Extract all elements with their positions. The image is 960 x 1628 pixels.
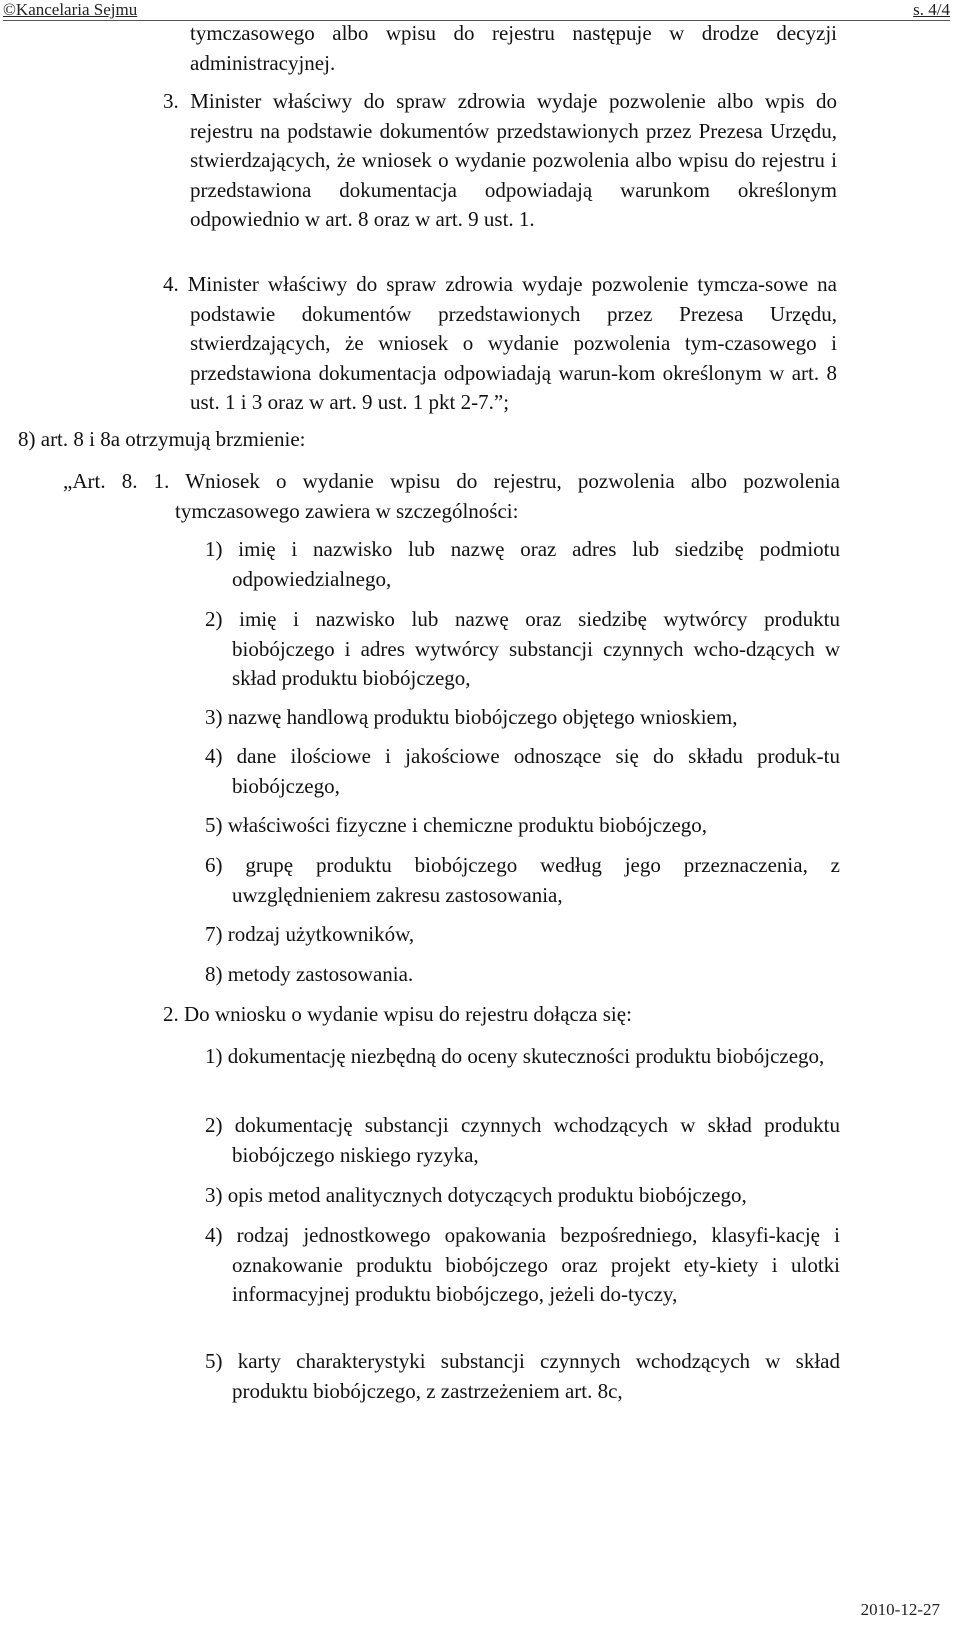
ust-2-paragraph: 2. Do wniosku o wydanie wpisu do rejestru dołącza się: [163, 1002, 632, 1026]
list-item: 1) dokumentację niezbędną do oceny skuteczności produktu biobójczego, [205, 1044, 825, 1068]
list-item: 1) imię i nazwisko lub nazwę oraz adres lub siedzibę podmiotu odpowiedzialnego, [205, 537, 840, 591]
point-8-heading: 8) art. 8 i 8a otrzymują brzmienie: [18, 427, 306, 451]
list-item: 3) nazwę handlową produktu biobójczego objętego wnioskiem, [205, 705, 738, 729]
document-date: 2010-12-27 [860, 1600, 940, 1619]
list-item: 5) karty charakterystyki substancji czynnych wchodzących w skład produktu biobójczego, z zastrzeżeniem art. 8c, [205, 1349, 840, 1403]
page-number: s. 4/4 [913, 0, 950, 19]
list-item: 8) metody zastosowania. [205, 962, 414, 986]
list-item: 5) właściwości fizyczne i chemiczne produktu biobójczego, [205, 813, 708, 837]
list-item: 4) rodzaj jednostkowego opakowania bezpośredniego, klasyfi-kację i oznakowanie produktu biobójczego oraz projekt ety-kiety i ulotki informacyjnej produktu biobójczego, jeżeli do-tyczy, [205, 1223, 840, 1306]
list-item: 2) dokumentację substancji czynnych wchodzących w skład produktu biobójczego niskiego ryzyka, [205, 1113, 840, 1167]
list-item: 2) imię i nazwisko lub nazwę oraz siedzibę wytwórcy produktu biobójczego i adres wytwórcy substancji czynnych wcho-dzących w skład produktu biobójczego, [205, 607, 840, 690]
list-item: 4) dane ilościowe i jakościowe odnoszące się do składu produk-tu biobójczego, [205, 744, 840, 798]
list-item: 7) rodzaj użytkowników, [205, 922, 415, 946]
art-8-ust-1-paragraph: „Art. 8. 1. Wniosek o wydanie wpisu do rejestru, pozwolenia albo pozwolenia tymczasowego zawiera w szczególności: [63, 469, 840, 523]
header-source: ©Kancelaria Sejmu [3, 0, 138, 19]
ust-3-paragraph: 3. Minister właściwy do spraw zdrowia wydaje pozwolenie albo wpis do rejestru na podstawie dokumentów przedstawionych przez Prezesa Urzędu, stwierdzających, że wniosek o wydanie pozwolenia albo wpisu do rejestru i przedstawiona dokumentacja odpowiadają warunkom określonym odpowiednio w art. 8 oraz w art. 9 ust. 1. [163, 89, 837, 231]
ust-4-paragraph: 4. Minister właściwy do spraw zdrowia wydaje pozwolenie tymcza-sowe na podstawie dokumentów przedstawionych przez Prezesa Urzędu, stwierdzających, że wniosek o wydanie pozwolenia tym-czasowego i przedstawiona dokumentacja odpowiadają warun-kom określonym w art. 8 ust. 1 i 3 oraz w art. 9 ust. 1 pkt 2-7.”; [163, 272, 837, 414]
list-item: 3) opis metod analitycznych dotyczących produktu biobójczego, [205, 1183, 747, 1207]
list-item: 6) grupę produktu biobójczego według jego przeznaczenia, z uwzględnieniem zakresu zastosowania, [205, 853, 840, 907]
continuation-paragraph: tymczasowego albo wpisu do rejestru następuje w drodze decyzji administracyjnej. [190, 21, 837, 75]
